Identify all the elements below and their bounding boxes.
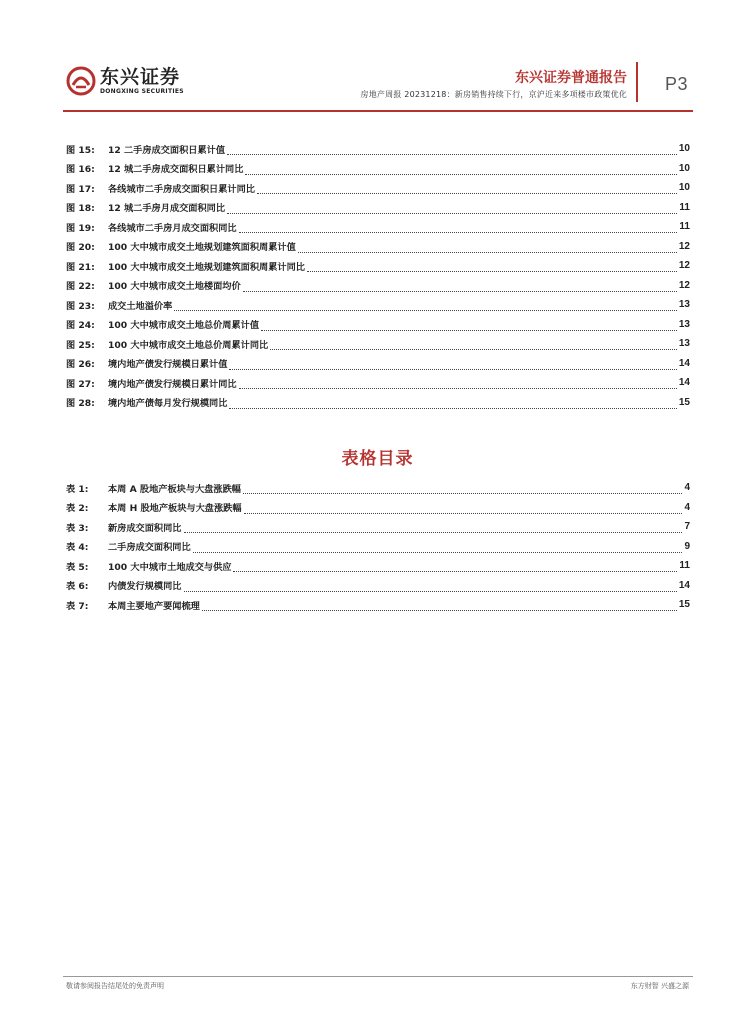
figure-toc-entry[interactable] (66, 354, 690, 374)
toc-leader-dots (257, 183, 677, 194)
footer-rule (63, 976, 693, 977)
toc-title: 新房成交面积同比 (108, 522, 182, 534)
tables-toc (66, 478, 690, 615)
toc-title: 100 大中城市成交土地楼面均价 (108, 281, 241, 293)
page-number: P3 (665, 74, 689, 94)
toc-page-number: 11 (679, 221, 690, 233)
toc-leader-dots (184, 522, 683, 533)
toc-page-number: 12 (678, 240, 690, 252)
company-logo (66, 66, 196, 100)
toc-title: 12 城二手房月成交面积同比 (108, 203, 226, 215)
toc-title: 12 城二手房成交面积日累计同比 (108, 164, 244, 176)
toc-leader-dots (239, 222, 678, 233)
toc-label: 图 16: (66, 164, 95, 176)
figure-toc-entry[interactable] (66, 393, 690, 413)
toc-label: 表 3: (66, 522, 89, 534)
toc-page-number: 10 (678, 162, 690, 174)
toc-label: 表 6: (66, 581, 89, 593)
toc-leader-dots (227, 203, 677, 214)
toc-leader-dots (184, 581, 677, 592)
toc-label: 表 4: (66, 542, 89, 554)
toc-label: 表 2: (66, 503, 89, 515)
toc-leader-dots (243, 281, 677, 292)
toc-leader-dots (239, 378, 677, 389)
toc-page-number: 14 (678, 357, 690, 369)
toc-title: 100 大中城市成交土地总价周累计同比 (108, 339, 269, 351)
toc-leader-dots (270, 339, 677, 350)
toc-label: 图 26: (66, 359, 95, 371)
report-type: 东兴证券普通报告 (515, 70, 627, 86)
toc-title: 12 二手房成交面积日累计值 (108, 144, 226, 156)
figure-toc-entry[interactable] (66, 198, 690, 218)
toc-page-number: 14 (678, 377, 690, 389)
figure-toc-entry[interactable] (66, 178, 690, 198)
toc-leader-dots (229, 359, 676, 370)
toc-page-number: 12 (678, 260, 690, 272)
toc-page-number: 9 (684, 540, 690, 552)
toc-page-number: 10 (678, 143, 690, 155)
toc-title: 二手房成交面积同比 (108, 542, 191, 554)
toc-leader-dots (174, 300, 677, 311)
figure-toc-entry[interactable] (66, 237, 690, 257)
figure-toc-entry[interactable] (66, 159, 690, 179)
toc-page-number: 11 (679, 201, 690, 213)
toc-title: 100 大中城市成交土地规划建筑面积周累计值 (108, 242, 296, 254)
footer-slogan: 东方财智 兴盛之源 (630, 982, 689, 990)
figure-toc-entry[interactable] (66, 373, 690, 393)
toc-page-number: 10 (678, 182, 690, 194)
toc-label: 图 25: (66, 339, 95, 351)
page-header (0, 0, 755, 115)
toc-page-number: 11 (679, 560, 690, 572)
toc-leader-dots (227, 144, 677, 155)
toc-label: 图 21: (66, 261, 95, 273)
figures-toc (66, 139, 690, 412)
figure-toc-entry[interactable] (66, 295, 690, 315)
toc-page-number: 4 (684, 501, 690, 513)
logo-english-text: DONGXING SECURITIES (100, 88, 184, 95)
table-toc-entry[interactable] (66, 498, 690, 518)
logo-mark-icon (66, 66, 96, 96)
toc-page-number: 14 (678, 579, 690, 591)
figure-toc-entry[interactable] (66, 256, 690, 276)
toc-title: 各线城市二手房月成交面积同比 (108, 222, 237, 234)
toc-leader-dots (307, 261, 677, 272)
figure-toc-entry[interactable] (66, 217, 690, 237)
toc-label: 图 22: (66, 281, 95, 293)
table-toc-entry[interactable] (66, 478, 690, 498)
figure-toc-entry[interactable] (66, 276, 690, 296)
toc-leader-dots (202, 600, 677, 611)
table-toc-entry[interactable] (66, 595, 690, 615)
toc-title: 本周 A 股地产板块与大盘涨跌幅 (108, 483, 241, 495)
toc-label: 图 19: (66, 222, 95, 234)
toc-page-number: 12 (678, 279, 690, 291)
logo-chinese-text: 东兴证券 (100, 66, 181, 88)
toc-leader-dots (261, 320, 677, 331)
toc-title: 各线城市二手房成交面积日累计同比 (108, 183, 255, 195)
figure-toc-entry[interactable] (66, 334, 690, 354)
toc-page-number: 13 (678, 338, 690, 350)
table-toc-entry[interactable] (66, 537, 690, 557)
toc-title: 100 大中城市成交土地总价周累计值 (108, 320, 260, 332)
toc-label: 图 15: (66, 144, 95, 156)
toc-label: 表 5: (66, 561, 89, 573)
toc-title: 100 大中城市土地成交与供应 (108, 561, 232, 573)
toc-title: 本周主要地产要闻梳理 (108, 600, 200, 612)
toc-leader-dots (193, 542, 683, 553)
toc-leader-dots (233, 561, 677, 572)
toc-page-number: 15 (678, 396, 690, 408)
toc-title: 内债发行规模同比 (108, 581, 182, 593)
toc-page-number: 15 (678, 599, 690, 611)
toc-page-number: 13 (678, 318, 690, 330)
toc-title: 成交土地溢价率 (108, 300, 173, 312)
toc-leader-dots (298, 242, 677, 253)
table-toc-entry[interactable] (66, 517, 690, 537)
header-rule (63, 110, 693, 112)
tables-section-title: 表格目录 (341, 449, 414, 469)
toc-label: 图 23: (66, 300, 95, 312)
toc-label: 表 7: (66, 600, 89, 612)
report-subtitle: 房地产周报 20231218：新房销售持续下行，京沪近来多项楼市政策优化 (360, 90, 627, 99)
toc-leader-dots (229, 398, 676, 409)
footer-disclaimer: 敬请参阅报告结尾处的免责声明 (66, 982, 164, 990)
toc-page-number: 7 (684, 521, 690, 533)
toc-title: 境内地产债发行规模日累计值 (108, 359, 228, 371)
toc-title: 境内地产债每月发行规模同比 (108, 398, 228, 410)
toc-label: 图 17: (66, 183, 95, 195)
figure-toc-entry[interactable] (66, 139, 690, 159)
figure-toc-entry[interactable] (66, 315, 690, 335)
toc-label: 表 1: (66, 483, 89, 495)
table-toc-entry[interactable] (66, 556, 690, 576)
toc-label: 图 20: (66, 242, 95, 254)
toc-label: 图 18: (66, 203, 95, 215)
toc-page-number: 13 (678, 299, 690, 311)
table-toc-entry[interactable] (66, 576, 690, 596)
toc-leader-dots (243, 483, 682, 494)
toc-leader-dots (245, 164, 676, 175)
toc-label: 图 28: (66, 398, 95, 410)
header-divider (636, 62, 638, 102)
toc-label: 图 27: (66, 378, 95, 390)
toc-page-number: 4 (684, 482, 690, 494)
toc-title: 本周 H 股地产板块与大盘涨跌幅 (108, 503, 242, 515)
toc-leader-dots (244, 503, 683, 514)
toc-title: 境内地产债发行规模日累计同比 (108, 378, 237, 390)
toc-label: 图 24: (66, 320, 95, 332)
toc-title: 100 大中城市成交土地规划建筑面积周累计同比 (108, 261, 305, 273)
